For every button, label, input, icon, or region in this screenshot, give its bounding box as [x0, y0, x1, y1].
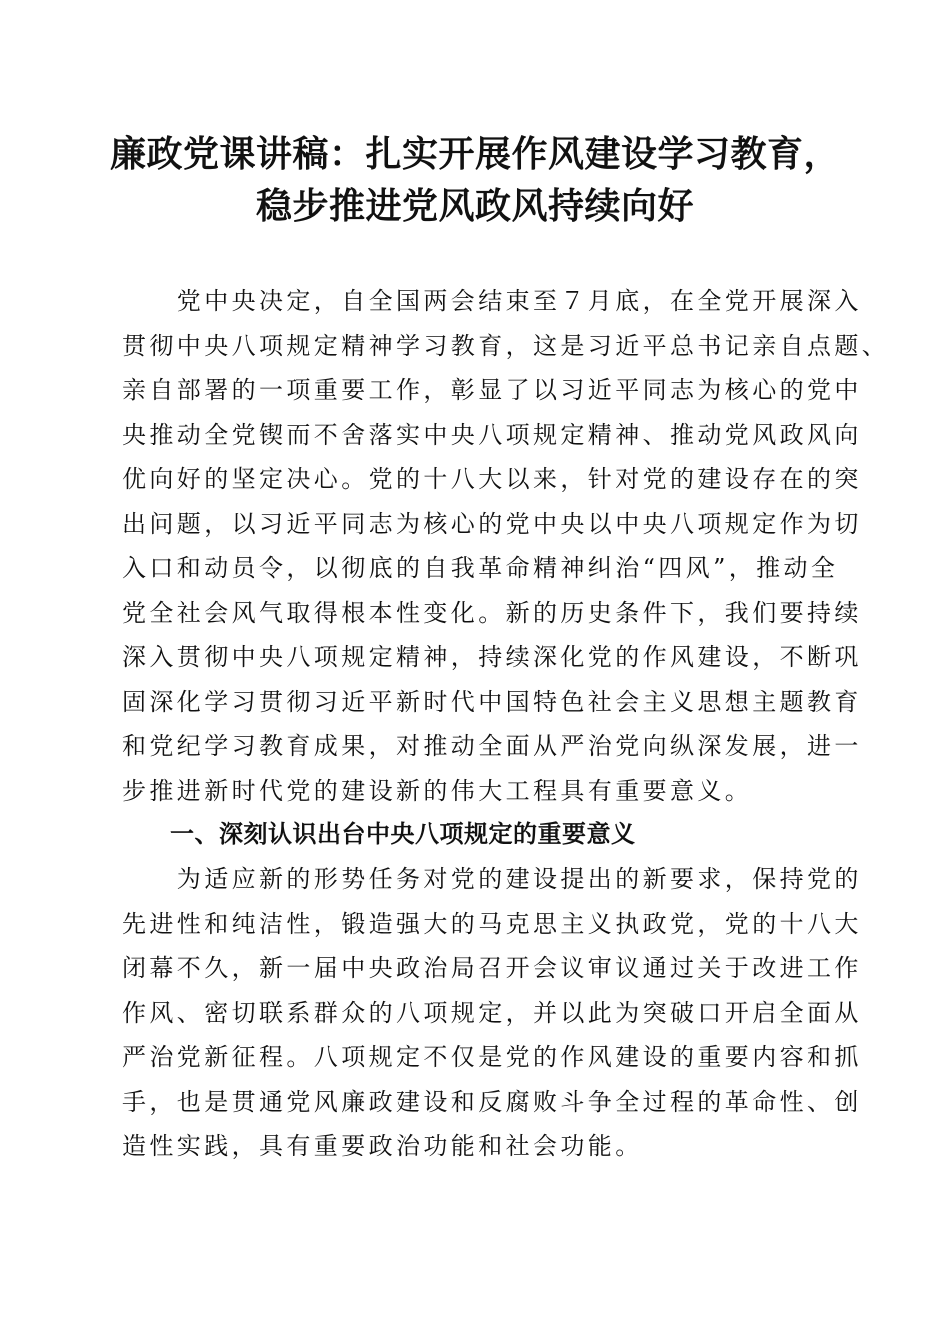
paragraph-line: 作风、密切联系群众的八项规定，并以此为突破口开启全面从	[122, 998, 862, 1027]
paragraph-line: 闭幕不久，新一届中央政治局召开会议审议通过关于改进工作	[122, 954, 862, 982]
section-heading: 一、深刻认识出台中央八项规定的重要意义	[170, 820, 636, 848]
paragraph-line: 党全社会风气取得根本性变化。新的历史条件下，我们要持续	[122, 598, 862, 627]
paragraph-line: 亲自部署的一项重要工作，彰显了以习近平同志为核心的党中	[122, 376, 862, 404]
paragraph-line: 贯彻中央八项规定精神学习教育，这是习近平总书记亲自点题、	[122, 331, 890, 360]
paragraph-line: 优向好的坚定决心。党的十八大以来，针对党的建设存在的突	[122, 465, 862, 493]
paragraph-line: 固深化学习贯彻习近平新时代中国特色社会主义思想主题教育	[122, 687, 862, 716]
paragraph-line: 严治党新征程。八项规定不仅是党的作风建设的重要内容和抓	[122, 1043, 862, 1071]
paragraph-line: 出问题，以习近平同志为核心的党中央以中央八项规定作为切	[122, 509, 862, 538]
paragraph-line: 党中央决定，自全国两会结束至７月底，在全党开展深入	[122, 287, 862, 315]
paragraph-line: 先进性和纯洁性，锻造强大的马克思主义执政党，党的十八大	[122, 909, 862, 938]
paragraph-line: 步推进新时代党的建设新的伟大工程具有重要意义。	[122, 776, 753, 805]
paragraph-intro	[122, 279, 890, 813]
paragraph-line: 和党纪学习教育成果，对推动全面从严治党向纵深发展，进一	[122, 732, 862, 760]
paragraph-line: 央推动全党锲而不舍落实中央八项规定精神、推动党风政风向	[122, 420, 862, 449]
paragraph-line: 为适应新的形势任务对党的建设提出的新要求，保持党的	[122, 865, 862, 893]
paragraph-line: 造性实践，具有重要政治功能和社会功能。	[122, 1132, 643, 1160]
paragraph-line: 入口和动员令，以彻底的自我革命精神纠治“四风”，推动全	[122, 554, 839, 582]
paragraph-section-1	[122, 857, 862, 1169]
title-line-1: 廉政党课讲稿：扎实开展作风建设学习教育，	[109, 133, 840, 175]
title-line-2: 稳步推进党风政风持续向好	[255, 185, 694, 227]
paragraph-line: 深入贯彻中央八项规定精神，持续深化党的作风建设，不断巩	[122, 643, 862, 671]
document-title	[100, 128, 850, 232]
paragraph-line: 手，也是贯通党风廉政建设和反腐败斗争全过程的革命性、创	[122, 1087, 862, 1116]
